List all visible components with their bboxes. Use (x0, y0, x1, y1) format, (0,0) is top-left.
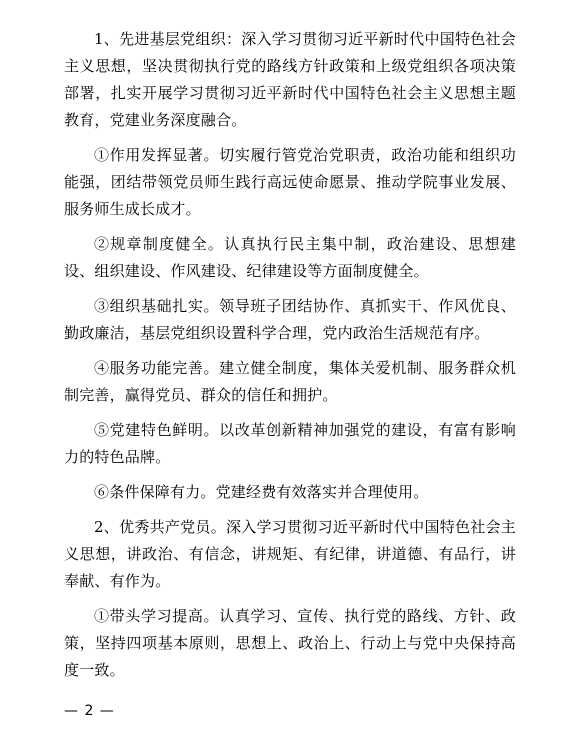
paragraph-rules: ②规章制度健全。认真执行民主集中制，政治建设、思想建设、组织建设、作风建设、纪律建设等方面制度健全。 (64, 235, 516, 280)
page-number: — 2 — (64, 703, 115, 719)
paragraph-service: ④服务功能完善。建立健全制度，集体关爱机制、服务群众机制完善，赢得党员、群众的信任和拥护。 (64, 359, 516, 404)
paragraph-foundation: ③组织基础扎实。领导班子团结协作、真抓实干、作风优良、勤政廉洁，基层党组织设置科学合理，党内政治生活规范有序。 (64, 297, 516, 342)
paragraph-support: ⑥条件保障有力。党建经费有效落实并合理使用。 (94, 483, 429, 501)
paragraph-advanced-party-org: 1、先进基层党组织：深入学习贯彻习近平新时代中国特色社会主义思想，坚决贯彻执行党的路线方针政策和上级党组织各项决策部署，扎实开展学习贯彻习近平新时代中国特色社会主义思想主题教育，党建业务深度融合。 (64, 30, 516, 129)
paragraph-excellent-member: 2、优秀共产党员。深入学习贯彻习近平新时代中国特色社会主义思想，讲政治、有信念，讲规矩、有纪律，讲道德、有品行，讲奉献、有作为。 (64, 518, 516, 590)
document-body (64, 26, 516, 692)
paragraph-role: ①作用发挥显著。切实履行管党治党职责，政治功能和组织功能强，团结带领党员师生践行高远使命愿景、推动学院事业发展、服务师生成长成才。 (64, 146, 516, 218)
paragraph-study: ①带头学习提高。认真学习、宣传、执行党的路线、方针、政策，坚持四项基本原则，思想上、政治上、行动上与党中央保持高度一致。 (64, 607, 516, 679)
paragraph-features: ⑤党建特色鲜明。以改革创新精神加强党的建设，有富有影响力的特色品牌。 (64, 421, 516, 466)
